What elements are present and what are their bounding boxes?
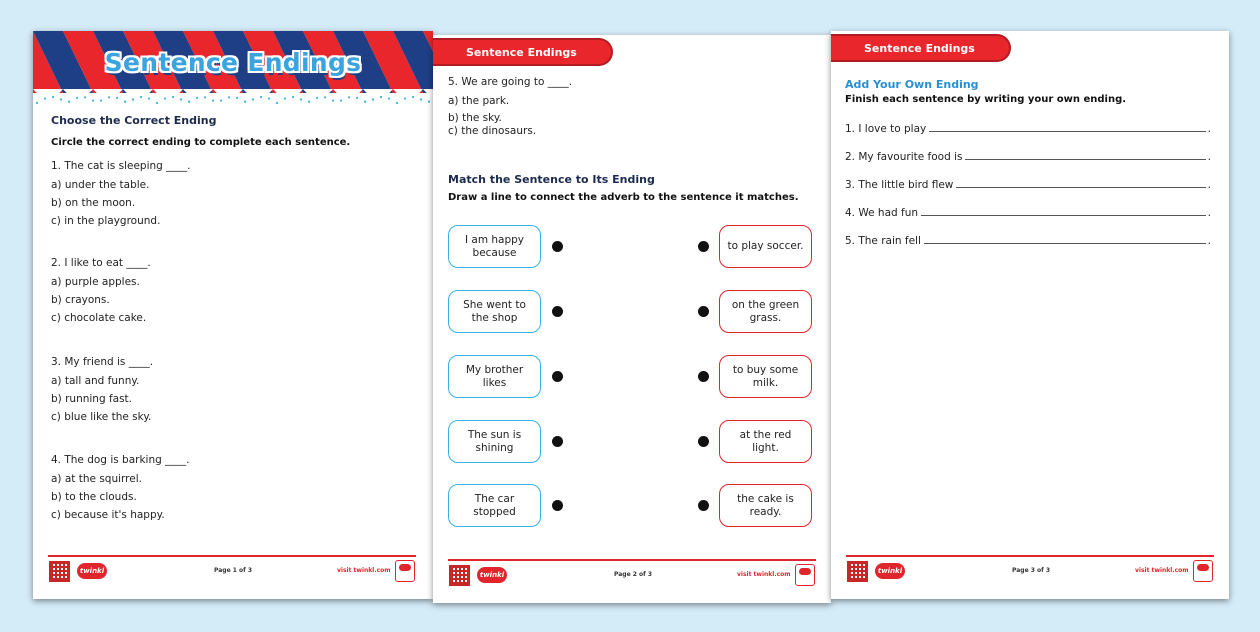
connector-dot[interactable] <box>552 306 563 317</box>
awning-dot <box>284 97 286 99</box>
footer-divider <box>448 559 816 561</box>
awning-dot <box>364 101 366 103</box>
awning-dot <box>324 96 326 98</box>
sentence-start-box[interactable]: My brother likes <box>448 355 541 398</box>
awning-dot <box>132 98 134 100</box>
qr-code-icon <box>847 561 868 582</box>
awning-dot <box>212 99 214 101</box>
awning-dot <box>388 97 390 99</box>
awning-dot <box>164 97 166 99</box>
awning-dot <box>100 99 102 101</box>
awning-dot <box>204 96 206 98</box>
awning-dot <box>244 101 246 103</box>
answer-option: b) the sky. <box>448 112 502 124</box>
footer-divider <box>846 555 1214 557</box>
awning-dot <box>236 97 238 99</box>
awning-dot <box>356 97 358 99</box>
question-prompt: 3. My friend is ____. <box>51 356 154 368</box>
page-number: Page 2 of 3 <box>614 571 652 578</box>
awning-dot <box>36 102 38 104</box>
title-banner <box>33 31 433 109</box>
awning-dot <box>372 98 374 100</box>
sentence-prompt: 2. My favourite food is <box>845 151 963 163</box>
awning-dot <box>260 96 262 98</box>
connector-dot[interactable] <box>698 306 709 317</box>
line-end-period: . <box>1207 207 1211 219</box>
awning-dot <box>308 101 310 103</box>
answer-option[interactable]: c) chocolate cake. <box>51 312 147 324</box>
question-prompt: 5. We are going to ____. <box>448 76 573 88</box>
awning-dot <box>380 96 382 98</box>
write-line-row <box>845 206 1211 219</box>
awning-dot <box>340 99 342 101</box>
twinkl-logo: twinkl <box>477 567 507 583</box>
section-instruction: Finish each sentence by writing your own ending. <box>845 94 1127 105</box>
answer-option[interactable]: a) at the squirrel. <box>51 473 142 485</box>
question-prompt: 2. I like to eat ____. <box>51 257 151 269</box>
sentence-start-box[interactable]: The sun is shining <box>448 420 541 463</box>
awning-dot <box>252 98 254 100</box>
answer-option[interactable]: a) tall and funny. <box>51 375 140 387</box>
answer-line[interactable] <box>921 206 1206 216</box>
sentence-ending-box[interactable]: the cake is ready. <box>719 484 812 527</box>
answer-option: c) the dinosaurs. <box>448 125 537 137</box>
awning-dot <box>92 99 94 101</box>
visit-link[interactable]: visit twinkl.com <box>337 567 391 574</box>
sentence-ending-box[interactable]: on the green grass. <box>719 290 812 333</box>
awning-dot <box>180 98 182 100</box>
qr-code-icon <box>49 561 70 582</box>
awning-dot <box>116 97 118 99</box>
awning-dot <box>76 97 78 99</box>
sentence-start-box[interactable]: The car stopped <box>448 484 541 527</box>
twinkl-logo: twinkl <box>77 563 107 579</box>
awning-dot <box>332 99 334 101</box>
awning-dot <box>140 96 142 98</box>
sentence-ending-box[interactable]: to play soccer. <box>719 225 812 268</box>
section-heading: Match the Sentence to Its Ending <box>448 173 655 186</box>
connector-dot[interactable] <box>552 500 563 511</box>
connector-dot[interactable] <box>552 436 563 447</box>
sentence-start-box[interactable]: She went to the shop <box>448 290 541 333</box>
answer-option[interactable]: b) on the moon. <box>51 197 136 209</box>
awning-dot <box>108 96 110 98</box>
write-line-row <box>845 122 1211 135</box>
line-end-period: . <box>1207 235 1211 247</box>
award-badge-icon <box>395 560 415 582</box>
awning-dot <box>268 97 270 99</box>
section-heading: Choose the Correct Ending <box>51 114 217 127</box>
section-instruction: Circle the correct ending to complete each sentence. <box>51 137 351 148</box>
line-end-period: . <box>1207 123 1211 135</box>
main-title: Sentence Endings <box>104 48 362 77</box>
award-badge-icon <box>795 564 815 586</box>
sentence-ending-box[interactable]: to buy some milk. <box>719 355 812 398</box>
sentence-start-box[interactable]: I am happy because <box>448 225 541 268</box>
awning-dot <box>172 96 174 98</box>
answer-option[interactable]: b) running fast. <box>51 393 133 405</box>
award-badge-icon <box>1193 560 1213 582</box>
answer-option: a) the park. <box>448 95 510 107</box>
awning-dot <box>300 98 302 100</box>
question-prompt: 1. The cat is sleeping ____. <box>51 160 191 172</box>
awning-dot <box>420 98 422 100</box>
visit-link[interactable]: visit twinkl.com <box>1135 567 1189 574</box>
page-tab-title: Sentence Endings <box>433 38 613 66</box>
sentence-prompt: 4. We had fun <box>845 207 919 219</box>
section-instruction: Draw a line to connect the adverb to the sentence it matches. <box>448 192 799 203</box>
connector-dot[interactable] <box>698 500 709 511</box>
awning-dot <box>316 97 318 99</box>
awning-dot <box>404 97 406 99</box>
awning-dot <box>220 99 222 101</box>
answer-line[interactable] <box>924 234 1206 244</box>
answer-option[interactable]: a) under the table. <box>51 179 150 191</box>
awning-dot <box>156 102 158 104</box>
page-number: Page 1 of 3 <box>214 567 252 574</box>
visit-link[interactable]: visit twinkl.com <box>737 571 791 578</box>
answer-option[interactable]: b) to the clouds. <box>51 491 137 503</box>
question-prompt: 4. The dog is barking ____. <box>51 454 190 466</box>
answer-line[interactable] <box>929 122 1205 132</box>
answer-option[interactable]: c) because it's happy. <box>51 509 165 521</box>
sentence-prompt: 1. I love to play <box>845 123 927 135</box>
qr-code-icon <box>449 565 470 586</box>
footer-divider <box>48 555 416 557</box>
awning-dot <box>124 101 126 103</box>
awning-dot <box>44 97 46 99</box>
page-tab-title: Sentence Endings <box>831 34 1011 62</box>
awning-dot <box>348 96 350 98</box>
connector-dot[interactable] <box>698 241 709 252</box>
awning-dot <box>84 96 86 98</box>
write-line-row <box>845 234 1211 247</box>
worksheet-page-2 <box>433 35 831 603</box>
connector-dot[interactable] <box>552 241 563 252</box>
awning-dot <box>276 102 278 104</box>
answer-option[interactable]: c) in the playground. <box>51 215 161 227</box>
awning-dot <box>188 101 190 103</box>
worksheet-page-3 <box>831 31 1229 599</box>
sentence-ending-box[interactable]: at the red light. <box>719 420 812 463</box>
awning-dot <box>292 96 294 98</box>
awning-dot <box>228 96 230 98</box>
page-number: Page 3 of 3 <box>1012 567 1050 574</box>
awning-dot <box>60 98 62 100</box>
write-line-row <box>845 178 1211 191</box>
awning-dot <box>52 96 54 98</box>
connector-dot[interactable] <box>698 371 709 382</box>
awning-dot <box>148 97 150 99</box>
awning-dot <box>412 96 414 98</box>
twinkl-logo: twinkl <box>875 563 905 579</box>
sentence-prompt: 3. The little bird flew <box>845 179 954 191</box>
answer-line[interactable] <box>965 150 1205 160</box>
awning-dot <box>428 101 430 103</box>
line-end-period: . <box>1207 179 1211 191</box>
answer-option[interactable]: a) purple apples. <box>51 276 140 288</box>
sentence-prompt: 5. The rain fell <box>845 235 921 247</box>
section-heading: Add Your Own Ending <box>845 78 979 91</box>
line-end-period: . <box>1207 151 1211 163</box>
answer-option[interactable]: c) blue like the sky. <box>51 411 152 423</box>
answer-option[interactable]: b) crayons. <box>51 294 110 306</box>
connector-dot[interactable] <box>698 436 709 447</box>
awning-dot <box>68 101 70 103</box>
connector-dot[interactable] <box>552 371 563 382</box>
write-line-row <box>845 150 1211 163</box>
awning-dot <box>396 102 398 104</box>
answer-line[interactable] <box>956 178 1205 188</box>
worksheet-page-1 <box>33 31 433 599</box>
awning-dot <box>196 97 198 99</box>
